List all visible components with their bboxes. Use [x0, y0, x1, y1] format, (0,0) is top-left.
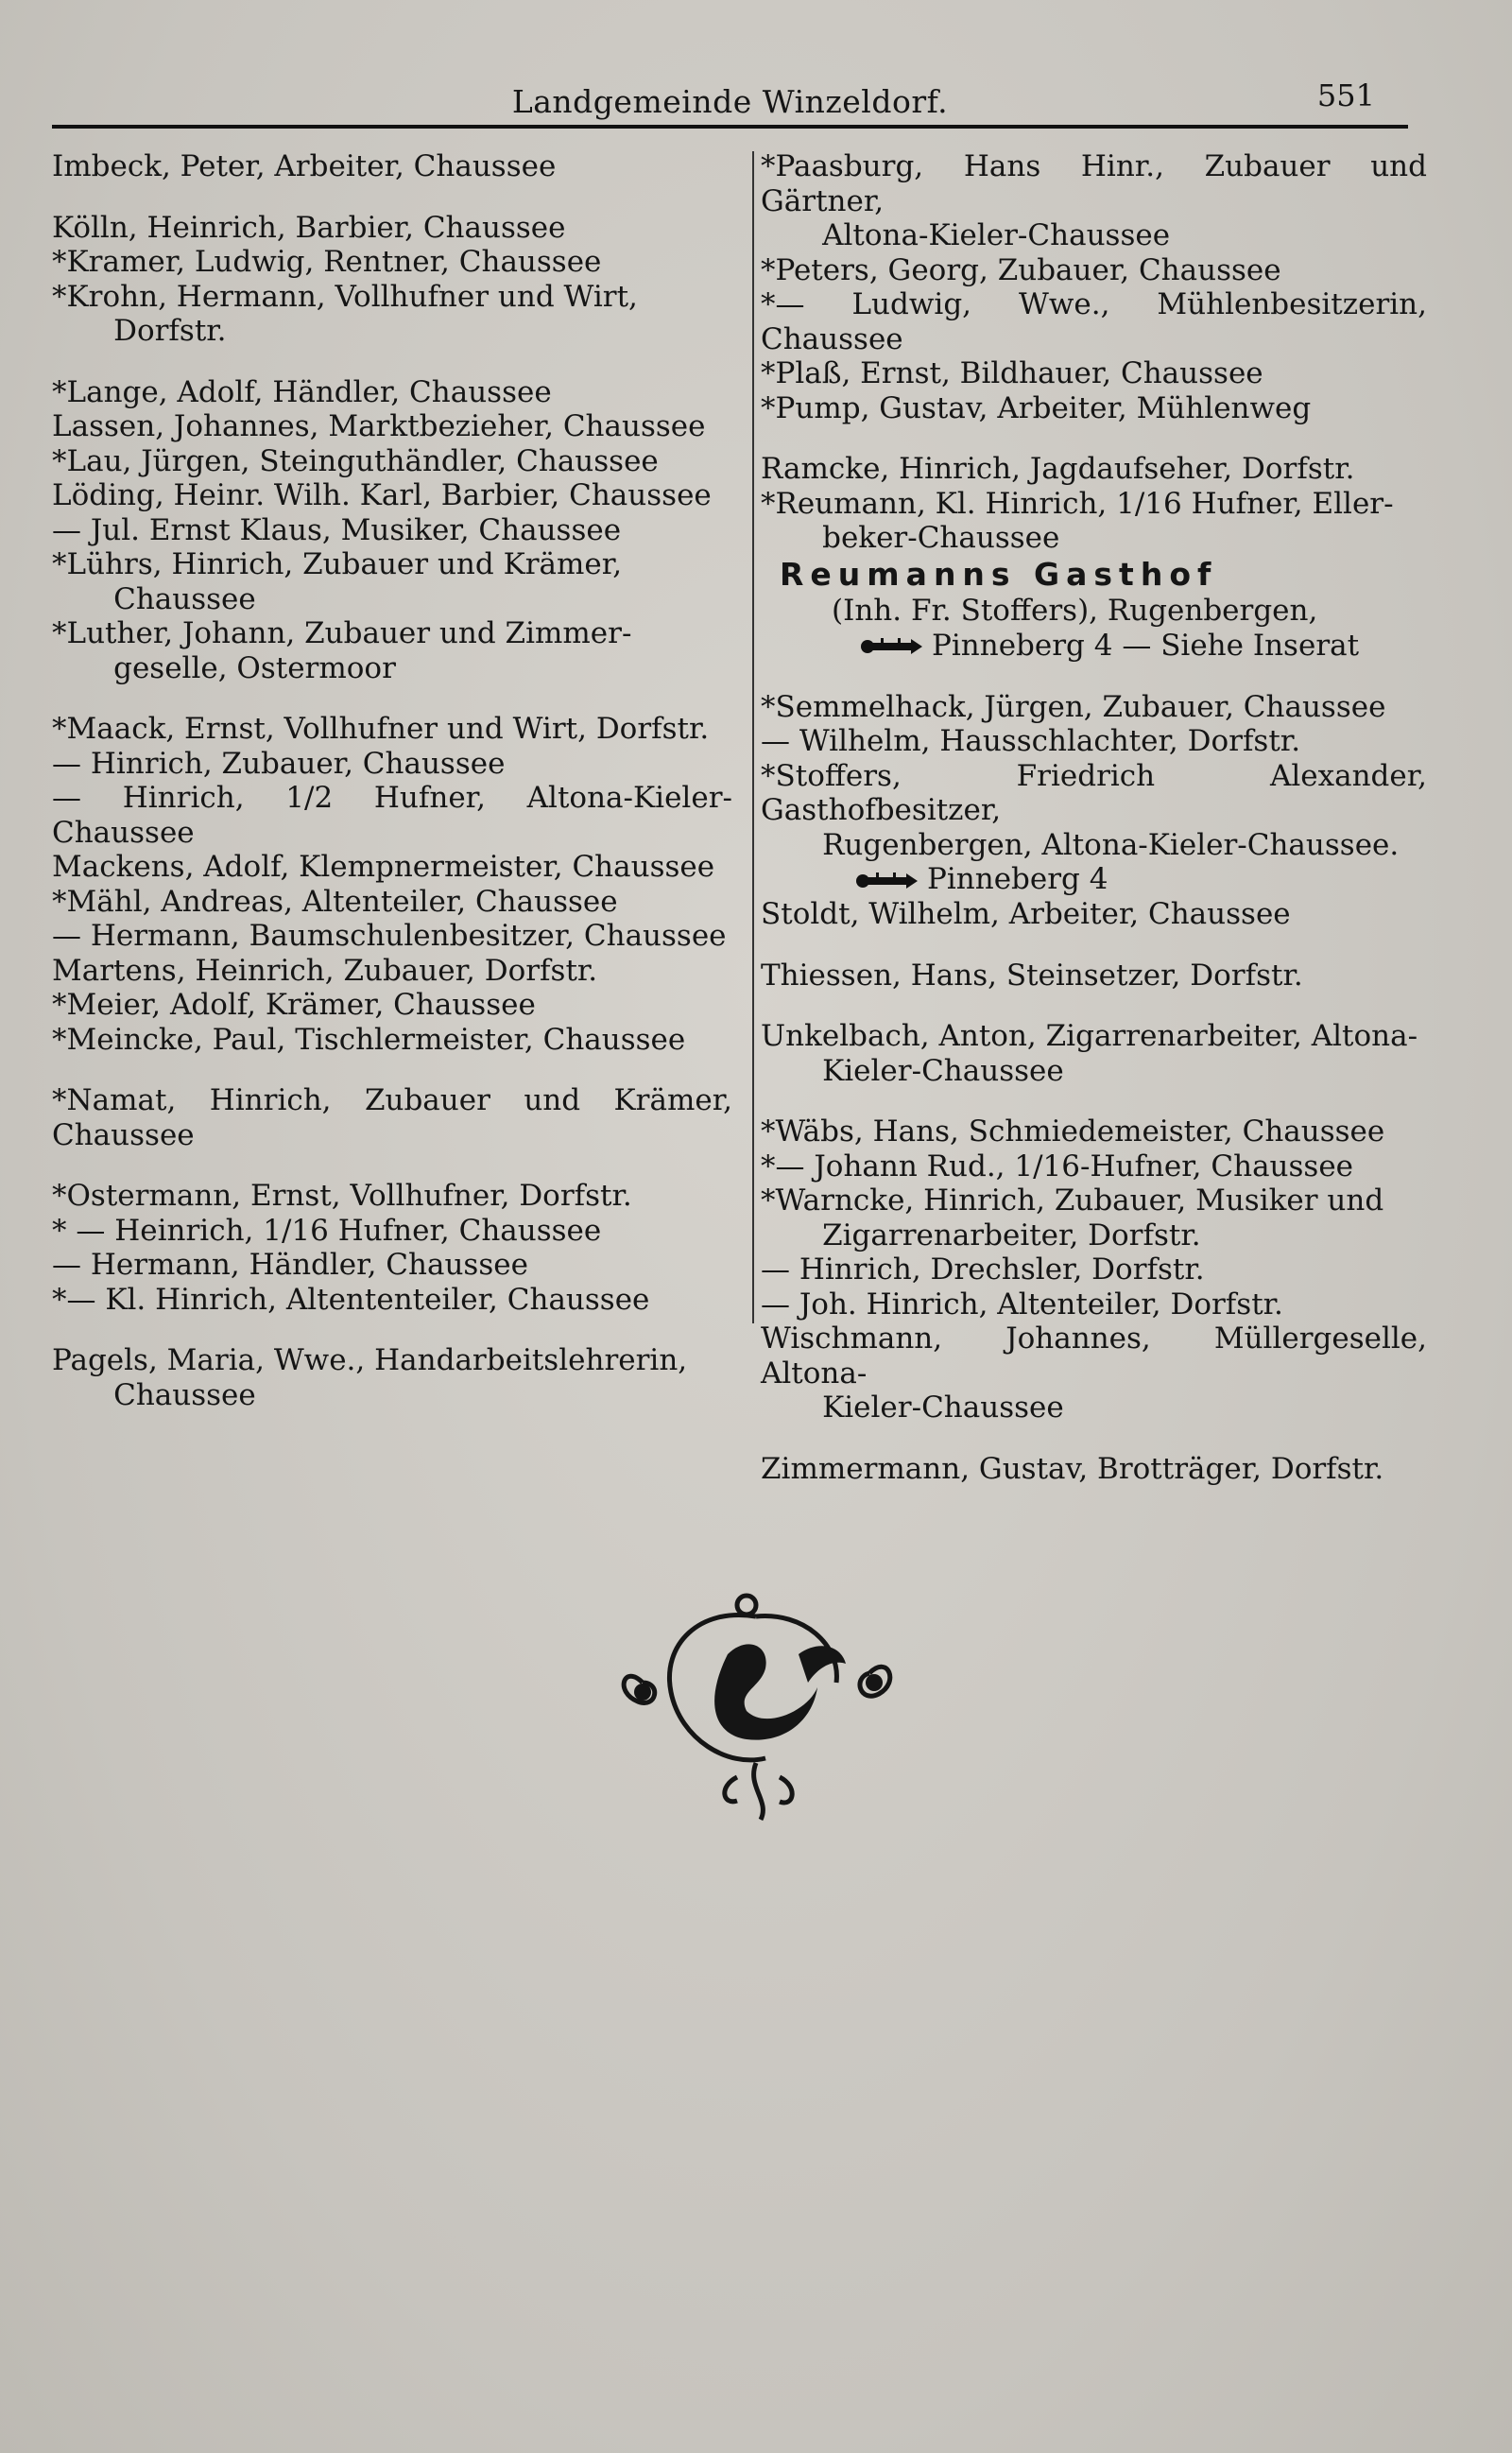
- directory-entry: [52, 747, 732, 782]
- directory-entry: [52, 280, 732, 349]
- telephone-icon: [855, 869, 921, 893]
- directory-entry: [52, 954, 732, 989]
- directory-entry: [761, 959, 1427, 993]
- right-column-top: [761, 149, 1427, 556]
- entry-continuation: geselle, Ostermoor: [113, 650, 396, 685]
- directory-entry: [52, 444, 732, 479]
- entry-text: *Warncke, Hinrich, Zubauer, Musiker und: [761, 1183, 1384, 1218]
- right-column-bottom: [761, 897, 1427, 1486]
- entry-continuation: Rugenbergen, Altona-Kieler-Chaussee.: [822, 827, 1400, 862]
- directory-entry: [52, 919, 732, 954]
- directory-entry: [761, 1019, 1427, 1088]
- directory-entry: [761, 724, 1427, 759]
- stoffers-phone-line: [761, 862, 1427, 897]
- directory-entry: [52, 616, 732, 685]
- directory-entry: [52, 478, 732, 513]
- entry-text: — Joh. Hinrich, Altenteiler, Dorfstr.: [761, 1287, 1283, 1322]
- entry-text: Wischmann, Johannes, Müllergeselle, Altona-: [761, 1322, 1427, 1391]
- entry-text: *Stoffers, Friedrich Alexander, Gasthofbesitzer,: [761, 758, 1427, 827]
- entry-text: *Plaß, Ernst, Bildhauer, Chaussee: [761, 356, 1263, 390]
- entry-text: *Pump, Gustav, Arbeiter, Mühlenweg: [761, 390, 1312, 425]
- section-gap: [761, 664, 1427, 690]
- directory-entry: [761, 487, 1427, 556]
- directory-entry: [52, 885, 732, 920]
- section-gap: [761, 932, 1427, 959]
- entry-continuation: Chaussee: [113, 1377, 256, 1412]
- section-gap: [761, 1088, 1427, 1114]
- directory-entry: [761, 253, 1427, 288]
- directory-entry: [52, 409, 732, 444]
- entry-text: — Hinrich, 1/2 Hufner, Altona-Kieler-Chaussee: [52, 781, 732, 850]
- left-column: [52, 149, 732, 1412]
- entry-text: *Krohn, Hermann, Vollhufner und Wirt,: [52, 279, 638, 314]
- directory-entry: [52, 1179, 732, 1214]
- entry-text: *Paasburg, Hans Hinr., Zubauer und Gärtner,: [761, 149, 1427, 218]
- entry-text: Thiessen, Hans, Steinsetzer, Dorfstr.: [761, 958, 1303, 993]
- header-rule: [52, 125, 1408, 129]
- entry-continuation: beker-Chaussee: [822, 521, 1060, 555]
- advert-owner-line: (Inh. Fr. Stoffers), Rugenbergen,: [832, 593, 1318, 628]
- section-gap: [52, 349, 732, 375]
- section-gap: [52, 184, 732, 211]
- telephone-icon: [860, 634, 926, 659]
- directory-entry: [761, 690, 1427, 725]
- entry-text: *— Ludwig, Wwe., Mühlenbesitzerin, Chaussee: [761, 287, 1427, 356]
- entry-continuation: Chaussee: [113, 581, 256, 616]
- directory-entry: [52, 547, 732, 616]
- right-column: [761, 149, 1427, 1486]
- swan-ornament-icon: [605, 1588, 907, 1824]
- entry-text: *Lührs, Hinrich, Zubauer und Krämer,: [52, 547, 623, 581]
- section-gap: [52, 1057, 732, 1083]
- entry-text: *— Kl. Hinrich, Altententeiler, Chaussee: [52, 1282, 650, 1317]
- entry-text: Mackens, Adolf, Klempnermeister, Chaussee: [52, 850, 715, 884]
- entry-text: *Lange, Adolf, Händler, Chaussee: [52, 374, 552, 409]
- entry-text: — Hinrich, Zubauer, Chaussee: [52, 746, 506, 781]
- entry-text: — Wilhelm, Hausschlachter, Dorfstr.: [761, 724, 1301, 758]
- directory-entry: [52, 988, 732, 1023]
- stoffers-phone-text: Pinneberg 4: [927, 862, 1108, 896]
- entry-continuation: Dorfstr.: [113, 314, 227, 348]
- directory-entry: [52, 1023, 732, 1058]
- directory-entry: [52, 850, 732, 885]
- directory-entry: [761, 452, 1427, 487]
- directory-entry: [52, 712, 732, 747]
- directory-entry: [761, 391, 1427, 426]
- entry-text: *Wäbs, Hans, Schmiedemeister, Chaussee: [761, 1114, 1385, 1149]
- entry-text: Imbeck, Peter, Arbeiter, Chaussee: [52, 149, 557, 183]
- section-gap: [761, 425, 1427, 452]
- entry-continuation: Altona-Kieler-Chaussee: [822, 218, 1171, 252]
- section-gap: [761, 993, 1427, 1019]
- directory-entry: [52, 375, 732, 410]
- entry-text: *Kramer, Ludwig, Rentner, Chaussee: [52, 245, 602, 279]
- entry-text: *Lau, Jürgen, Steinguthändler, Chaussee: [52, 443, 659, 478]
- entry-text: *Maack, Ernst, Vollhufner und Wirt, Dorfstr.: [52, 712, 710, 746]
- directory-entry: [52, 211, 732, 246]
- entry-text: *Reumann, Kl. Hinrich, 1/16 Hufner, Eller-: [761, 486, 1394, 521]
- directory-entry: [52, 513, 732, 548]
- directory-entry: [52, 245, 732, 280]
- entry-text: — Hermann, Baumschulenbesitzer, Chaussee: [52, 919, 727, 953]
- entry-text: Unkelbach, Anton, Zigarrenarbeiter, Altona-: [761, 1019, 1418, 1053]
- entry-text: * — Heinrich, 1/16 Hufner, Chaussee: [52, 1213, 602, 1248]
- advert-reumanns-gasthof: [761, 556, 1427, 664]
- advert-phone-line: [761, 629, 1427, 664]
- entry-text: Stoldt, Wilhelm, Arbeiter, Chaussee: [761, 897, 1291, 931]
- directory-entry: [761, 1322, 1427, 1425]
- directory-entry: [761, 1287, 1427, 1322]
- directory-entry: [761, 1183, 1427, 1252]
- directory-entry: [761, 356, 1427, 391]
- advert-phone-text: Pinneberg 4 — Siehe Inserat: [932, 628, 1360, 663]
- entry-text: *Peters, Georg, Zubauer, Chaussee: [761, 252, 1281, 287]
- entry-text: *— Johann Rud., 1/16-Hufner, Chaussee: [761, 1149, 1354, 1183]
- directory-entry: [761, 149, 1427, 253]
- entry-text: Ramcke, Hinrich, Jagdaufseher, Dorfstr.: [761, 452, 1355, 486]
- entry-text: *Ostermann, Ernst, Vollhufner, Dorfstr.: [52, 1179, 632, 1213]
- entry-text: *Meier, Adolf, Krämer, Chaussee: [52, 988, 536, 1022]
- directory-entry: [52, 149, 732, 184]
- entry-text: — Hinrich, Drechsler, Dorfstr.: [761, 1252, 1205, 1287]
- right-column-mid: [761, 664, 1427, 863]
- entry-text: *Meincke, Paul, Tischlermeister, Chaussee: [52, 1022, 686, 1057]
- entry-continuation: Kieler-Chaussee: [822, 1391, 1064, 1425]
- entry-text: — Jul. Ernst Klaus, Musiker, Chaussee: [52, 512, 622, 547]
- entry-text: *Mähl, Andreas, Altenteiler, Chaussee: [52, 884, 618, 919]
- directory-entry: [52, 781, 732, 850]
- section-gap: [52, 1152, 732, 1179]
- section-gap: [52, 685, 732, 712]
- entry-text: *Semmelhack, Jürgen, Zubauer, Chaussee: [761, 689, 1386, 724]
- entry-text: *Luther, Johann, Zubauer und Zimmer-: [52, 616, 632, 650]
- directory-entry: [52, 1283, 732, 1318]
- entry-text: — Hermann, Händler, Chaussee: [52, 1248, 528, 1282]
- directory-entry: [761, 287, 1427, 356]
- directory-entry: [52, 1248, 732, 1283]
- entry-text: Zimmermann, Gustav, Brotträger, Dorfstr.: [761, 1451, 1384, 1486]
- directory-entry: [761, 1149, 1427, 1184]
- directory-entry: [52, 1214, 732, 1249]
- directory-entry: [761, 1114, 1427, 1149]
- entry-continuation: Kieler-Chaussee: [822, 1053, 1064, 1088]
- entry-text: *Namat, Hinrich, Zubauer und Krämer, Chaussee: [52, 1083, 732, 1152]
- entry-text: Lassen, Johannes, Marktbezieher, Chaussee: [52, 409, 706, 443]
- directory-entry: [52, 1343, 732, 1412]
- section-gap: [761, 1425, 1427, 1452]
- entry-text: Martens, Heinrich, Zubauer, Dorfstr.: [52, 953, 598, 988]
- page-title: Landgemeinde Winzeldorf.: [511, 83, 949, 120]
- directory-entry: [761, 1452, 1427, 1487]
- entry-text: Pagels, Maria, Wwe., Handarbeitslehrerin,: [52, 1343, 688, 1377]
- entry-text: Löding, Heinr. Wilh. Karl, Barbier, Chaussee: [52, 478, 712, 512]
- page-header: [52, 78, 1408, 130]
- entry-text: Kölln, Heinrich, Barbier, Chaussee: [52, 210, 566, 245]
- directory-entry: [52, 1083, 732, 1152]
- directory-entry: [761, 1252, 1427, 1287]
- column-divider: [752, 151, 754, 1323]
- section-gap: [52, 1317, 732, 1343]
- directory-entry: [761, 759, 1427, 863]
- advert-title: Reumanns Gasthof: [780, 555, 1218, 593]
- page-number: 551: [1316, 78, 1375, 113]
- directory-entry: [761, 897, 1427, 932]
- entry-continuation: Zigarrenarbeiter, Dorfstr.: [822, 1218, 1201, 1252]
